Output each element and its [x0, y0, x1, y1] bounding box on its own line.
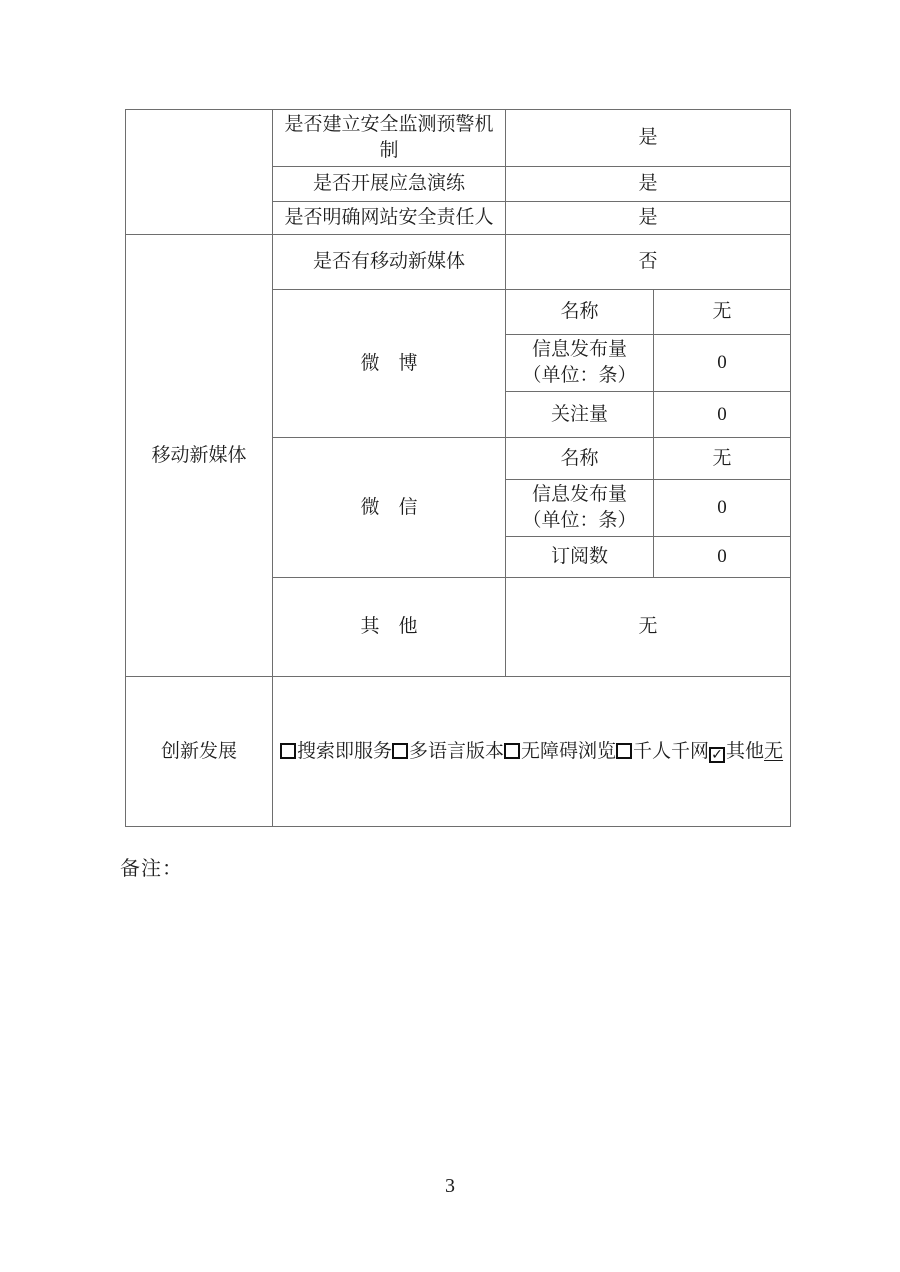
checkbox-checked-icon	[709, 747, 725, 763]
option-label: 千人千网	[633, 740, 710, 762]
option-search-as-service	[280, 741, 392, 762]
checkbox-icon	[504, 743, 520, 759]
other-media-value: 无	[506, 578, 791, 677]
option-label: 无障碍浏览	[520, 740, 616, 762]
table-row	[126, 110, 791, 167]
table-row	[126, 677, 791, 827]
weibo-posts-label	[506, 335, 654, 392]
option-label: 其他	[726, 740, 765, 762]
weibo-name-value: 无	[654, 290, 791, 335]
weibo-followers-label: 关注量	[506, 392, 654, 438]
wechat-posts-value: 0	[654, 480, 791, 537]
security-answer-responsible-person: 是	[506, 202, 791, 235]
remark-label: 备注：	[120, 858, 183, 880]
security-question-responsible-person: 是否明确网站安全责任人	[273, 202, 506, 235]
option-accessibility	[504, 741, 616, 762]
page-number: 3	[445, 1175, 455, 1197]
has-mobile-media-value: 否	[506, 235, 791, 290]
weibo-name-label: 名称	[506, 290, 654, 335]
option-other	[709, 741, 764, 762]
table-row	[126, 235, 791, 290]
security-answer-monitoring: 是	[506, 110, 791, 167]
has-mobile-media-label: 是否有移动新媒体	[273, 235, 506, 290]
section-label-innovation: 创新发展	[126, 677, 273, 827]
weibo-posts-label-line1: 信息发布量	[531, 339, 627, 360]
security-answer-drill: 是	[506, 167, 791, 202]
wechat-label: 微 信	[273, 438, 506, 578]
checkbox-icon	[616, 743, 632, 759]
wechat-posts-label	[506, 480, 654, 537]
security-question-monitoring: 是否建立安全监测预警机制	[273, 110, 506, 167]
option-multilingual	[392, 741, 504, 762]
wechat-subscribers-label: 订阅数	[506, 537, 654, 578]
other-media-label: 其 他	[273, 578, 506, 677]
checkbox-icon	[280, 743, 296, 759]
wechat-subscribers-value: 0	[654, 537, 791, 578]
section-label-mobile-media: 移动新媒体	[126, 235, 273, 677]
weibo-label: 微 博	[273, 290, 506, 438]
wechat-name-label: 名称	[506, 438, 654, 480]
option-label: 搜索即服务	[296, 740, 392, 762]
option-personalized	[616, 741, 709, 762]
wechat-name-value: 无	[654, 438, 791, 480]
checkbox-icon	[392, 743, 408, 759]
option-label: 多语言版本	[408, 740, 504, 762]
weibo-followers-value: 0	[654, 392, 791, 438]
innovation-options-cell	[273, 677, 791, 827]
wechat-posts-label-unit: （单位：条）	[522, 510, 637, 531]
innovation-other-detail: 无	[764, 740, 784, 762]
weibo-posts-value: 0	[654, 335, 791, 392]
weibo-posts-label-unit: （单位：条）	[522, 365, 637, 386]
annual-report-table	[125, 109, 791, 827]
empty-section-cell	[126, 110, 273, 235]
wechat-posts-label-line1: 信息发布量	[531, 484, 627, 505]
security-question-drill: 是否开展应急演练	[273, 167, 506, 202]
